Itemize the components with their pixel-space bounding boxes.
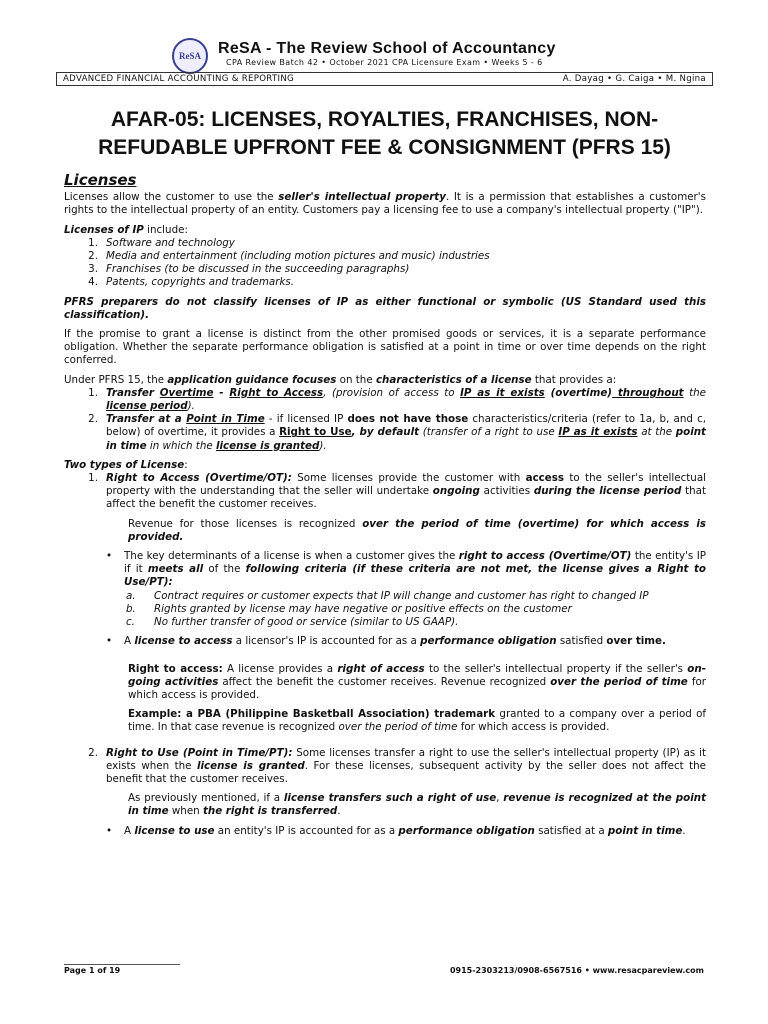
bullet-icon: • [106, 635, 113, 648]
item-number: 4. [88, 276, 98, 289]
text: revenue is recognized at the point in time [128, 792, 707, 818]
section-heading: Licenses [64, 171, 137, 189]
criteria-text: Rights granted by license may have negative or positive effects on the customer [154, 602, 572, 615]
text: over the period of time [550, 675, 688, 688]
text: to the seller's intellectual property if the seller's [424, 662, 688, 675]
criteria-text: Contract requires or customer expects that IP will change and customer has right to changed IP [154, 589, 649, 602]
key-determinants [64, 550, 706, 590]
text: granted to a company over a period of time. In that case revenue is recognized [128, 708, 706, 734]
two-types-heading [64, 459, 706, 472]
item-text: Patents, copyrights and trademarks. [106, 276, 295, 289]
criteria-letter: a. [126, 589, 136, 602]
intro-paragraph [64, 191, 706, 217]
text: PFRS preparers do not classify licenses of IP as either functional or symbolic (US Standard used this classification). [64, 295, 706, 321]
text: seller's intellectual property [278, 191, 446, 204]
text: during the license period [533, 485, 682, 498]
footer-rule [64, 964, 180, 965]
text: on-going activities [128, 662, 706, 688]
text: over the period of time (overtime) for which access is provided. [128, 517, 706, 543]
ip-list [64, 237, 706, 290]
criteria-text: No further transfer of good or service (similar to US GAAP). [154, 616, 459, 629]
text: at the [637, 426, 676, 439]
criteria-list [64, 590, 706, 630]
text: Licenses of IP [64, 223, 144, 236]
bullet-icon: • [106, 550, 113, 563]
text: Under PFRS 15, the [64, 373, 168, 386]
text: license to access [134, 635, 233, 648]
school-name-part: School of [372, 40, 452, 57]
text: on the [336, 373, 376, 386]
text: license period [106, 400, 188, 413]
text: A license provides a [222, 662, 338, 675]
text: the entity's IP if it [124, 550, 706, 576]
ip-list-item [64, 250, 706, 263]
text: ongoing [432, 485, 480, 498]
text: Overtime [159, 386, 214, 399]
text: characteristics/criteria (refer to 1a, b, and c, below) of overtime, it provides a [106, 413, 707, 439]
text: does not have those [347, 413, 469, 426]
text: point in time [106, 426, 706, 452]
resa-logo [172, 38, 208, 74]
criteria-letter: b. [126, 602, 136, 615]
pfrs-note [64, 296, 706, 322]
previously-mentioned [64, 792, 706, 818]
text: over the period of time [338, 721, 458, 734]
content [64, 171, 707, 838]
text: IP as it exists [460, 386, 545, 399]
text: for which access is provided. [457, 721, 610, 734]
text: activities [479, 485, 534, 498]
item-number: 1. [88, 472, 98, 485]
text: license transfers such a right of use [283, 792, 497, 805]
text: Right to Use (Point in Time/PT): [106, 746, 293, 759]
text: Right to Access [229, 386, 324, 399]
text: Right to Use [279, 426, 352, 439]
text: performance obligation [420, 635, 557, 648]
text: when [168, 805, 203, 818]
distinct-paragraph: If the promise to grant a license is distinct from the other promised goods or services, it is a separate performance obligation. Whether the separate performance obligation is satisfied at a point in time or over time depends on the right conferred. [64, 328, 706, 367]
text: . [337, 805, 341, 818]
criteria-item [64, 603, 706, 616]
text: performance obligation [398, 824, 535, 837]
text: Revenue for those licenses is recognized [128, 517, 363, 530]
text: (transfer of a right to use [419, 426, 559, 439]
transfer-item [64, 387, 706, 413]
item-number: 2. [88, 250, 98, 263]
text: access [525, 472, 565, 485]
text: Transfer [106, 386, 160, 399]
ip-list-item [64, 276, 706, 289]
school-name [218, 40, 556, 58]
text: Transfer at a [106, 413, 187, 426]
batch-line: CPA Review Batch 42 • October 2021 CPA Licensure Exam • Weeks 5 - 6 [226, 58, 543, 67]
text: Two types of License [64, 458, 185, 471]
school-name-part: Review [310, 40, 373, 57]
item-number: 2. [88, 746, 98, 759]
right-to-access-item [64, 472, 706, 512]
text: Some licenses transfer a right to use the seller's intellectual property (IP) as it exists when the [106, 746, 706, 772]
text: ). [187, 400, 195, 413]
ip-list-item [64, 237, 706, 250]
item-number: 2. [88, 413, 98, 426]
item-number: 1. [88, 386, 98, 399]
footer-contact: 0915-2303213/0908-6567516 • www.resacpareview.com [449, 966, 704, 975]
text: of the [203, 563, 246, 576]
example-paragraph [64, 708, 706, 734]
ip-heading [64, 224, 706, 237]
text: - [213, 386, 230, 399]
text: satisfied [556, 635, 607, 648]
text: (overtime) [544, 386, 613, 399]
text: in which the [146, 439, 216, 452]
text: license to use [134, 824, 215, 837]
text: , by default [351, 426, 420, 439]
criteria-item [64, 616, 706, 629]
text: throughout [612, 386, 684, 399]
logo-text: ReSA [179, 51, 201, 61]
ip-list-item [64, 263, 706, 276]
text: point in time [607, 824, 683, 837]
text: . For these licenses, subsequent activity by the seller does not affect the benefit that the customer receives. [106, 759, 706, 785]
text: an entity's IP is accounted for as a [214, 824, 399, 837]
text: that provides a: [531, 373, 617, 386]
text: . [682, 824, 686, 837]
item-number: 3. [88, 263, 98, 276]
license-to-access [64, 635, 706, 648]
license-to-use [64, 825, 706, 838]
text: , (provision of access to [323, 386, 461, 399]
text: affect the benefit the customer receives. Revenue recognized [218, 675, 551, 688]
text: Example: a PBA (Philippine Basketball Association) trademark [128, 708, 496, 721]
document-title [56, 106, 713, 162]
text: - if licensed IP [264, 413, 348, 426]
criteria-letter: c. [126, 616, 135, 629]
text: right of access [337, 662, 425, 675]
text: Right to Access (Overtime/OT): [106, 472, 292, 485]
transfer-item [64, 413, 706, 453]
item-text: Franchises (to be discussed in the succeeding paragraphs) [106, 263, 410, 276]
text: license is granted [215, 439, 320, 452]
text: that affect the benefit the customer receives. [106, 485, 707, 511]
school-name-part: Accountancy [451, 40, 556, 57]
course-name: ADVANCED FINANCIAL ACCOUNTING & REPORTING [63, 74, 295, 84]
text: : [184, 458, 188, 471]
authors: A. Dayag • G. Caiga • M. Ngina [562, 74, 706, 84]
text: right to access (Overtime/OT) [458, 550, 632, 563]
text: Point in Time [186, 413, 265, 426]
school-name-part: ReSA [218, 40, 262, 57]
text: for which access is provided. [128, 675, 706, 701]
text: Licenses allow the customer to use the [64, 191, 279, 204]
course-bar [56, 72, 713, 86]
text: the [683, 386, 707, 399]
under-pfrs [64, 374, 706, 387]
criteria-item [64, 590, 706, 603]
text: A [124, 635, 135, 648]
text: IP as it exists [558, 426, 638, 439]
text: ). [319, 439, 327, 452]
text: to the seller's intellectual property with the understanding that the seller will undertake [106, 472, 706, 498]
text: A [124, 824, 135, 837]
text: include: [143, 223, 188, 236]
text: a licensor's IP is accounted for as a [232, 635, 421, 648]
item-text: Media and entertainment (including motion pictures and music) industries [106, 250, 490, 263]
text: license is granted [196, 759, 305, 772]
title-line: REFUDABLE UPFRONT FEE & CONSIGNMENT (PFRS 15) [98, 136, 671, 159]
text: characteristics of a license [375, 373, 532, 386]
revenue-paragraph [64, 518, 706, 544]
school-name-part: - The [261, 40, 311, 57]
item-number: 1. [88, 236, 98, 249]
text: As previously mentioned, if a [128, 792, 284, 805]
item-text: Software and technology [106, 236, 235, 249]
text: Some licenses provide the customer with [291, 472, 526, 485]
text: the right is transferred [202, 805, 338, 818]
page-number: Page 1 of 19 [64, 966, 121, 975]
text: over time. [606, 635, 666, 648]
text: Right to access: [128, 662, 223, 675]
right-to-access-paragraph [64, 663, 706, 703]
text: meets all [147, 563, 204, 576]
text: application guidance focuses [167, 373, 337, 386]
right-to-use-item [64, 747, 706, 787]
text: satisfied at a [534, 824, 608, 837]
text: The key determinants of a license is when a customer gives the [124, 550, 459, 563]
bullet-icon: • [106, 824, 113, 837]
text: , [496, 792, 504, 805]
text: . It is a permission that establishes a customer's rights to the intellectual property of an entity. Customers pay a licensing fee to use a company's intellectual property ("IP"). [64, 191, 706, 217]
text: following criteria (if these criteria are not met, the license gives a Right to Use/PT): [124, 563, 706, 589]
title-line: AFAR-05: LICENSES, ROYALTIES, FRANCHISES, NON- [110, 108, 659, 131]
